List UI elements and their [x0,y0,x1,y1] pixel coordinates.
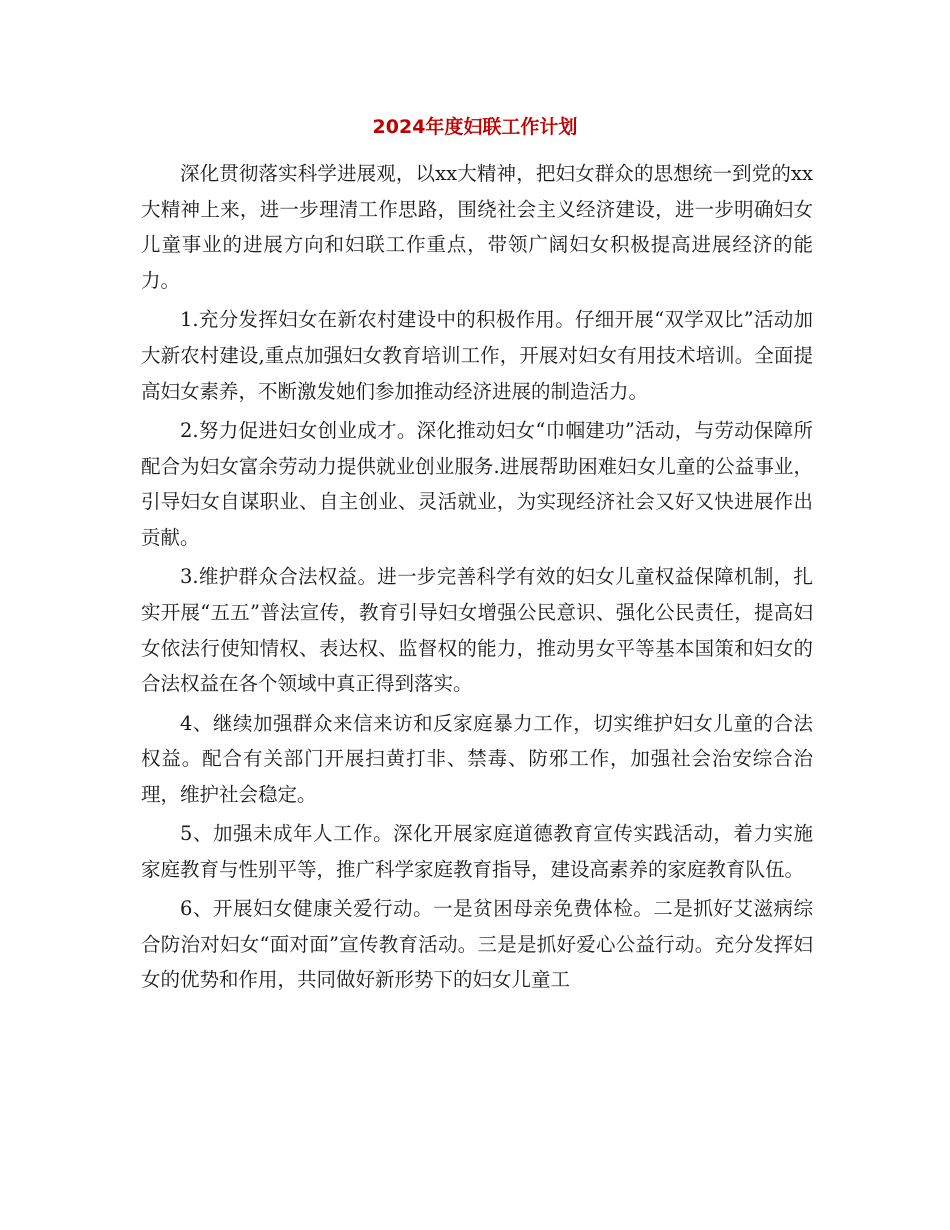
document-body [141,156,813,1002]
paragraph-item-3: 3.维护群众合法权益。进一步完善科学有效的妇女儿童权益保障机制，扎实开展“五五”普法宣传，教育引导妇女增强公民意识、强化公民责任，提高妇女依法行使知情权、表达权、监督权的能力，推动男女平等基本国策和妇女的合法权益在各个领域中真正得到落实。 [141,565,813,696]
paragraph-item-1: 1.充分发挥妇女在新农村建设中的积极作用。仔细开展“双学双比”活动加大新农村建设,重点加强妇女教育培训工作，开展对妇女有用技术培训。全面提高妇女素养，不断激发她们参加推动经济进展的制造活力。 [141,308,813,403]
document-title: 2024年度妇联工作计划 [372,116,578,138]
paragraph-item-6: 6、开展妇女健康关爱行动。一是贫困母亲免费体检。二是抓好艾滋病综合防治对妇女“面对面”宣传教育活动。三是是抓好爱心公益行动。充分发挥妇女的优势和作用，共同做好新形势下的妇女儿童工 [141,897,813,992]
paragraph-item-2: 2.努力促进妇女创业成才。深化推动妇女“巾帼建功”活动，与劳动保障所配合为妇女富余劳动力提供就业创业服务.进展帮助困难妇女儿童的公益事业，引导妇女自谋职业、自主创业、灵活就业，为实现经济社会又好又快进展作出贡献。 [141,418,813,550]
paragraph-item-4: 4、继续加强群众来信来访和反家庭暴力工作，切实维护妇女儿童的合法权益。配合有关部门开展扫黄打非、禁毒、防邪工作，加强社会治安综合治理，维护社会稳定。 [141,711,813,806]
paragraph-intro: 深化贯彻落实科学进展观，以xx大精神，把妇女群众的思想统一到党的xx大精神上来，进一步理清工作思路，围绕社会主义经济建设，进一步明确妇女儿童事业的进展方向和妇联工作重点，带领广阔妇女积极提高进展经济的能力。 [141,162,813,293]
paragraph-item-5: 5、加强未成年人工作。深化开展家庭道德教育宣传实践活动，着力实施家庭教育与性别平等，推广科学家庭教育指导，建设高素养的家庭教育队伍。 [141,822,813,881]
